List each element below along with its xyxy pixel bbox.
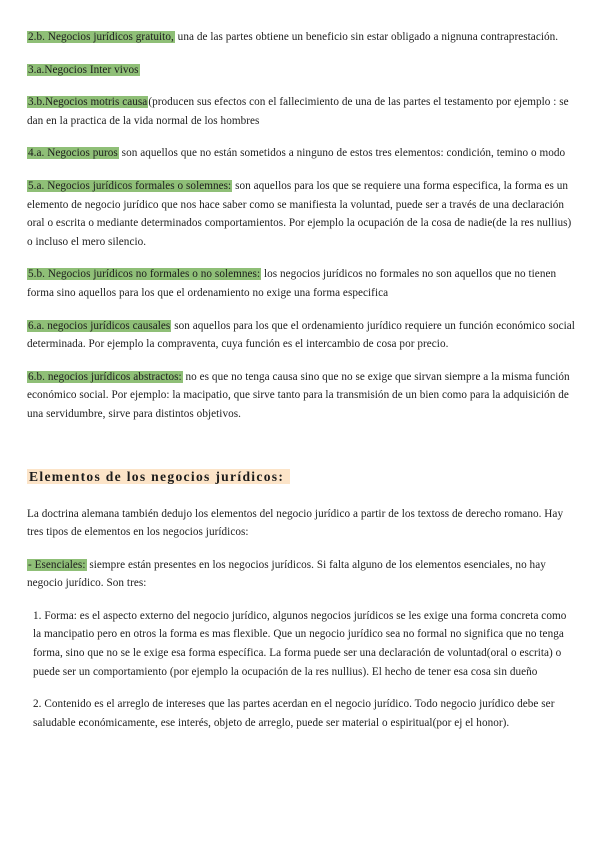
paragraph-text: no es que no tenga causa sino que no se exige que sirvan siempre a la misma función económico social. Por ejemplo: la macipatio, que sirve tanto para la transmisión de un bien como para la adquisición de una servidumbre, sirve para distintos objetivos. bbox=[27, 370, 570, 420]
paragraph-2b bbox=[27, 28, 576, 47]
highlight-term: 4.a. Negocios puros bbox=[28, 147, 118, 160]
highlight-term: 6.b. negocios jurídicos abstractos: bbox=[28, 370, 182, 383]
highlight-term: 5.b. Negocios jurídicos no formales o no solemnes: bbox=[28, 268, 261, 281]
list-item-forma: 1. Forma: es el aspecto externo del negocio jurídico, algunos negocios jurídicos se les exige una forma concreta como la mancipatio pero en otros la forma es mas flexible. Que un negocio jurídico sea no formal no significa que no tenga forma, sino que no se le exige esa forma específica. La forma puede ser una declaración de voluntad(oral o escrita) o puede ser un comportamiento (por ejemplo la ocupación de la res nullius). El hecho de tener esa cosa sin dueño bbox=[33, 609, 567, 678]
section-heading bbox=[27, 467, 576, 487]
intro-paragraph: La doctrina alemana también dedujo los elementos del negocio jurídico a partir de los textoss de derecho romano. Hay tres tipos de elementos en los negocios jurídicos: bbox=[27, 507, 564, 539]
paragraph-3a bbox=[27, 61, 576, 80]
paragraph-5a bbox=[27, 177, 576, 251]
paragraph-6a bbox=[27, 317, 576, 354]
highlight-term: 5.a. Negocios jurídicos formales o solemnes: bbox=[28, 179, 232, 192]
paragraph-6b bbox=[27, 368, 576, 424]
highlight-term: 3.b.Negocios motris causa bbox=[28, 96, 148, 109]
paragraph-text: son aquellos para los que se requiere una forma especifica, la forma es un elemento de negocio jurídico que nos hace saber como se manifiesta la voluntad, puede ser a través de una declaración oral o escrita o mediante determinados comportamientos. Por ejemplo la ocupación de la cosa de nadie(de la res nullius) o incluso el mero silencio. bbox=[27, 179, 572, 248]
paragraph-text: son aquellos para los que el ordenamiento jurídico requiere un función económico social determinada. Por ejemplo la compraventa, cuya función es el intercambio de cosa por precio. bbox=[27, 319, 575, 351]
highlight-term: - Esenciales: bbox=[28, 558, 86, 571]
paragraph-text: una de las partes obtiene un beneficio sin estar obligado a nignuna contraprestación. bbox=[174, 31, 559, 43]
paragraph-3b bbox=[27, 93, 576, 130]
esenciales-paragraph bbox=[27, 556, 576, 593]
paragraph-4a bbox=[27, 144, 576, 163]
paragraph-text: son aquellos que no están sometidos a ninguno de estos tres elementos: condición, temino o modo bbox=[118, 147, 566, 160]
highlight-term: 6.a. negocios jurídicos causales bbox=[28, 319, 171, 332]
paragraph-text: (producen sus efectos con el fallecimiento de una de las partes el testamento por ejemplo : se dan en la practica de la vida normal de los hombres bbox=[27, 96, 569, 127]
paragraph-5b bbox=[27, 265, 576, 302]
paragraph-text: los negocios jurídicos no formales no son aquellos que no tienen forma sino aquellos para los que el ordenamiento no exige una forma especifica bbox=[27, 268, 557, 299]
highlight-term: 2.b. Negocios jurídicos gratuito, bbox=[28, 31, 174, 43]
list-item-contenido: 2. Contenido es el arreglo de intereses que las partes acerdan en el negocio jurídico. Todo negocio jurídico debe ser saludable económicamente, ese interés, objeto de arreglo, puede ser material o espiritual(por ej el honor). bbox=[33, 698, 555, 729]
paragraph-text: siempre están presentes en los negocios jurídicos. Si falta alguno de los elementos esenciales, no hay negocio jurídico. Son tres: bbox=[27, 558, 546, 590]
section-heading-text: Elementos de los negocios jurídicos: bbox=[27, 469, 290, 484]
highlight-term: 3.a.Negocios Inter vivos bbox=[28, 63, 139, 76]
